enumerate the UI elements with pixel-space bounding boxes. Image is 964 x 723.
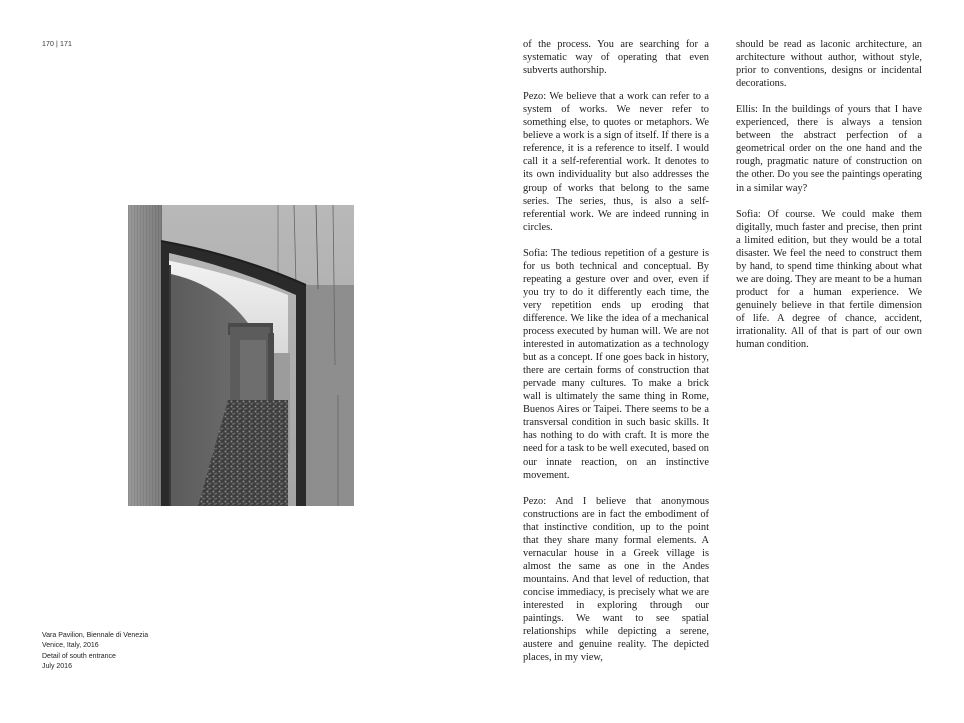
photo-image-icon xyxy=(128,205,354,506)
text-column-left xyxy=(523,38,709,677)
paragraph: of the process. You are searching for a systematic way of operating that even subverts authorship. xyxy=(523,39,709,77)
paragraph: Pezo: We believe that a work can refer to a system of works. We never refer to something else, to quotes or metaphors. We believe a work is a sign of itself. If there is a reference, it is a reference to itself. I would call it a self-referential work. It denotes to its own individuality but also addresses the group of works that belong to the same series. The series, thus, is also a self-referential work. We are indeed running in circles. xyxy=(523,91,709,233)
page-numbers: 170 | 171 xyxy=(42,41,72,48)
paragraph: Sofia: Of course. We could make them digitally, much faster and precise, then print a limited edition, but they would be a total disaster. We feel the need to construct them by hand, to spend time thinking about what we are doing. They are meant to be a human product for a human experience. We genuinely believe in that fertile dimension of life. A degree of chance, accident, irrationality. All of that is part of our own human condition. xyxy=(736,208,922,351)
caption-line-date: July 2016 xyxy=(42,662,72,670)
paragraph: should be read as laconic architecture, an architecture without author, without style, prior to conventions, designs or incidental decorations. xyxy=(736,39,922,90)
paragraph: Pezo: And I believe that anonymous constructions are in fact the embodiment of that instinctive condition, up to the point that they share many formal elements. A vernacular house in a Greek village is almost the same as one in the Andes mountains. And that level of reduction, that concise immediacy, is precisely what we are interested in exploring through our paintings. We want to see spatial relationships while depicting a serene, austere and genuine reality. The depicted places, in my view, xyxy=(523,495,709,664)
pavilion-photo xyxy=(128,205,354,506)
caption-line-detail: Detail of south entrance xyxy=(42,652,116,660)
paragraph: Sofia: The tedious repetition of a gesture is for us both technical and conceptual. By repeating a gesture over and over, even if you try to do it differently each time, the very repetition ends up eroding that difference. We like the idea of a mechanical process executed by human will. We are not interested in automatization as a technology but as a concept. If one goes back in history, there are certain forms of construction that pervade many cultures. To make a brick wall is ultimately the same thing in Rome, Buenos Aires or Taipei. There seems to be a transversal condition in such basic skills. It has nothing to do with craft. It is more the need for a task to be well executed, based on our innate reaction, on an instinctive movement. xyxy=(523,247,709,481)
photo-caption xyxy=(42,631,148,672)
caption-line-location: Venice, Italy, 2016 xyxy=(42,642,99,650)
paragraph: Ellis: In the buildings of yours that I have experienced, there is always a tension between the abstract perfection of a geometrical order on the one hand and the rough, pragmatic nature of construction on the other. Do you see the paintings operating in a similar way? xyxy=(736,104,922,194)
caption-line-title: Vara Pavilion, Biennale di Venezia xyxy=(42,632,149,639)
text-column-right xyxy=(736,38,922,364)
